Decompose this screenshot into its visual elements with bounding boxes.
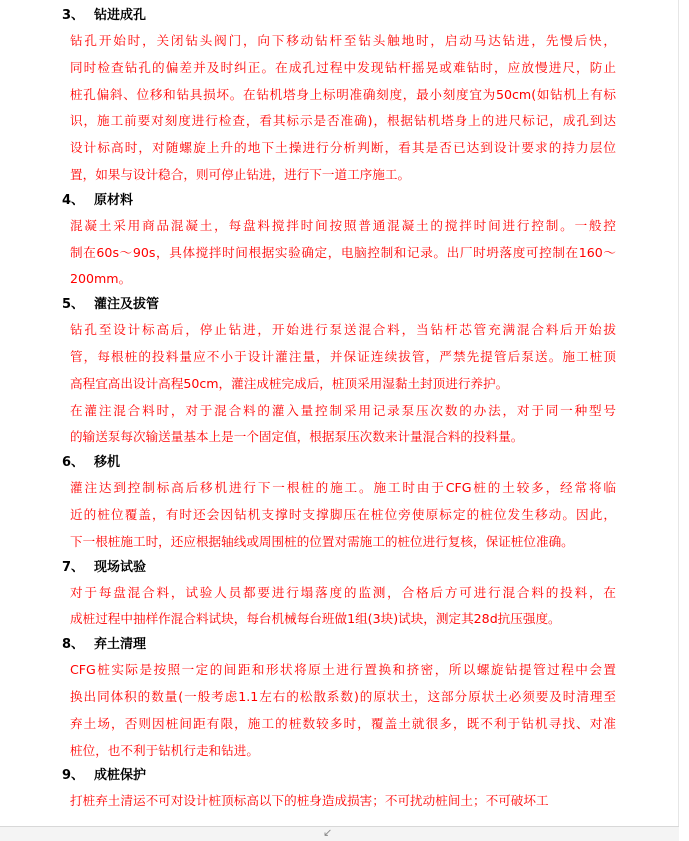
section-number: 5、 [62, 297, 85, 313]
section-title: 灌注及拔管 [94, 297, 160, 313]
text-line: 管，每根桩的投料量应不小于设计灌注量，并保证连续拔管，严禁先提管后泵送。施工桩顶 [70, 348, 616, 364]
text-line: 下一根桩施工时，还应根据轴线或周围桩的位置对需施工的桩位进行复核，保证桩位准确。 [70, 533, 574, 549]
text-line: 对于每盘混合料，试验人员都要进行塌落度的监测，合格后方可进行混合料的投料，在 [70, 584, 616, 600]
text-line: 200mm。 [70, 271, 132, 287]
section-number: 3、 [62, 8, 85, 23]
page-edge [678, 0, 689, 840]
text-line: 的输送泵每次输送量基本上是一个固定值，根据泵压次数来计量混合料的投料量。 [70, 429, 524, 445]
document-body [62, 4, 616, 815]
text-line: 桩位，也不利于钻机行走和钻进。 [70, 742, 259, 758]
page-break-mark: ↙ [323, 826, 333, 839]
section-title: 弃土清理 [94, 637, 147, 653]
text-line: 在灌注混合料时，对于混合料的灌入量控制采用记录泵压次数的办法，对于同一种型号 [70, 402, 616, 418]
paragraph [70, 657, 616, 764]
section-number: 8、 [62, 637, 85, 653]
text-line: 同时检查钻孔的偏差并及时纠正。在成孔过程中发现钻杆摇晃或难钻时，应放慢进尺，防止 [70, 59, 616, 75]
section-heading [62, 189, 616, 213]
text-line: 弃土场，否则因桩间距有限，施工的桩数较多时，覆盖土就很多，既不利于钻机寻找、对准 [70, 715, 616, 731]
text-line: CFG桩实际是按照一定的间距和形状将原土进行置换和挤密，所以螺旋钻提管过程中会置 [70, 662, 616, 678]
section-number: 9、 [62, 768, 85, 784]
paragraph [70, 213, 616, 293]
text-line: 识，施工前要对刻度进行检查，看其标示是否准确)，根据钻机塔身上的进尺标记，成孔到达 [70, 113, 616, 129]
text-line: 灌注达到控制标高后移机进行下一根桩的施工。施工时由于CFG桩的土较多，经常将临 [70, 480, 616, 496]
section-title: 现场试验 [94, 559, 147, 575]
section-title: 移机 [94, 455, 121, 471]
section-heading [62, 764, 616, 788]
paragraph [70, 788, 616, 815]
section-heading [62, 556, 616, 580]
text-line: 高程宜高出设计高程50cm，灌注成桩完成后，桩顶采用湿黏土封顶进行养护。 [70, 375, 509, 391]
paragraph [70, 475, 616, 555]
text-line: 成桩过程中抽样作混合料试块，每台机械每台班做1组(3块)试块，测定其28d抗压强度。 [70, 611, 561, 627]
section-heading [62, 633, 616, 657]
section-title: 原材料 [94, 192, 134, 208]
text-line: 换出同体积的数量(一般考虑1.1左右的松散系数)的原状土，这部分原状土必须要及时清理至 [70, 688, 616, 704]
paragraph [70, 317, 616, 397]
section-title: 成桩保护 [94, 768, 147, 784]
section-number: 4、 [62, 192, 85, 208]
section-heading [62, 293, 616, 317]
text-line: 制在60s～90s，具体搅拌时间根据实验确定，电脑控制和记录。出厂时坍落度可控制在160～ [70, 244, 616, 260]
paragraph [70, 580, 616, 634]
text-line: 钻孔至设计标高后，停止钻进，开始进行泵送混合料，当钻杆芯管充满混合料后开始拔 [70, 322, 616, 338]
text-line: 近的桩位覆盖，有时还会因钻机支撑时支撑脚压在桩位旁使原标定的桩位发生移动。因此， [70, 506, 616, 522]
section-heading [62, 451, 616, 475]
text-line: 置，如果与设计稳合，则可停止钻进，进行下一道工序施工。 [70, 166, 411, 182]
paragraph [70, 28, 616, 189]
text-line: 混凝土采用商品混凝土，每盘料搅拌时间按照普通混凝土的搅拌时间进行控制。一般控 [70, 217, 616, 233]
section-number: 6、 [62, 455, 85, 471]
text-line: 打桩弃土清运不可对设计桩顶标高以下的桩身造成损害；不可扰动桩间土；不可破坏工 [70, 793, 549, 809]
section-title: 钻进成孔 [94, 8, 147, 23]
text-line: 钻孔开始时，关闭钻头阀门，向下移动钻杆至钻头触地时，启动马达钻进，先慢后快， [70, 33, 616, 48]
paragraph [70, 398, 616, 452]
section-heading [62, 4, 616, 28]
text-line: 桩孔偏斜、位移和钻具损坏。在钻机塔身上标明准确刻度，最小刻度宜为50cm(如钻机上有标 [70, 86, 616, 102]
text-line: 设计标高时，对随螺旋上升的地下土操进行分析判断，看其是否已达到设计要求的持力层位 [70, 140, 616, 156]
section-number: 7、 [62, 559, 85, 575]
horizontal-scrollbar[interactable] [0, 826, 679, 841]
